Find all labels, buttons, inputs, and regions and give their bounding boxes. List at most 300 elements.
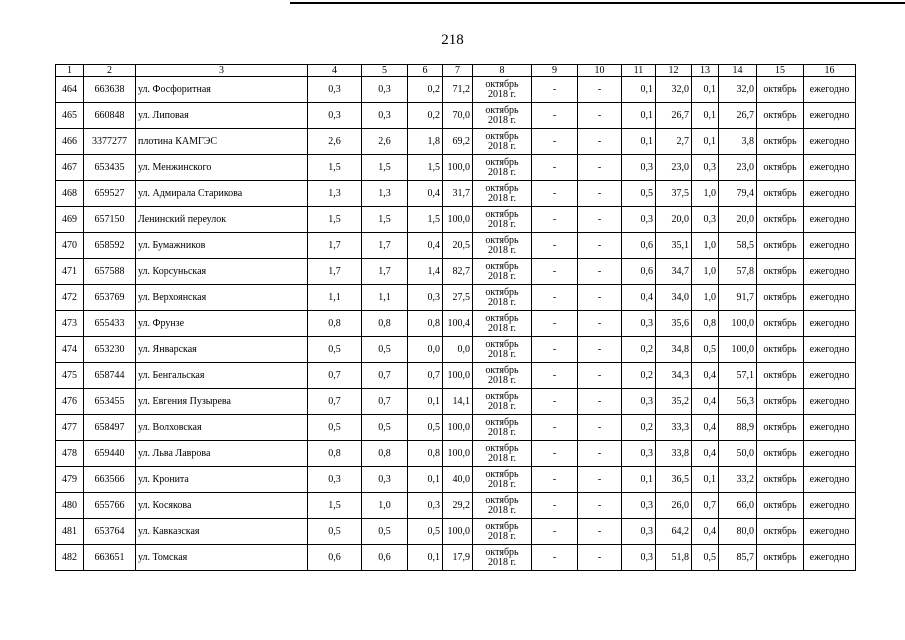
frequency-cell: ежегодно [804,363,856,389]
frequency-cell: ежегодно [804,545,856,571]
value-cell: - [532,285,578,311]
frequency-cell: ежегодно [804,207,856,233]
value-cell: 0,8 [692,311,719,337]
value-cell: 0,3 [622,545,656,571]
street-name: ул. Верхоянская [136,285,308,311]
value-cell: 56,3 [719,389,757,415]
value-cell: 2,6 [362,129,408,155]
value-cell: 0,7 [308,363,362,389]
month-cell: октябрь [757,389,804,415]
value-cell: - [578,285,622,311]
value-cell: - [578,155,622,181]
value-cell: 100,0 [443,363,473,389]
value-cell: 85,7 [719,545,757,571]
date-year: 2018 г. [488,530,516,542]
date-month: октябрь [485,104,519,116]
value-cell: 0,3 [408,493,443,519]
month-cell: октябрь [757,155,804,181]
month-cell: октябрь [757,493,804,519]
value-cell: 3,8 [719,129,757,155]
object-code: 660848 [84,103,136,129]
value-cell: 88,9 [719,415,757,441]
date-cell [473,545,532,571]
object-code: 653764 [84,519,136,545]
value-cell: 0,4 [408,233,443,259]
table-row [56,389,856,415]
date-year: 2018 г. [488,478,516,490]
value-cell: 1,0 [692,233,719,259]
object-code: 653435 [84,155,136,181]
street-name: ул. Корсуньская [136,259,308,285]
value-cell: 1,5 [362,207,408,233]
value-cell: - [578,389,622,415]
table-row [56,77,856,103]
value-cell: 0,5 [408,519,443,545]
value-cell: 0,0 [408,337,443,363]
value-cell: 0,8 [362,311,408,337]
value-cell: 33,3 [656,415,692,441]
date-month: октябрь [485,208,519,220]
object-code: 658497 [84,415,136,441]
month-cell: октябрь [757,259,804,285]
value-cell: 35,6 [656,311,692,337]
value-cell: 0,6 [622,233,656,259]
date-cell [473,77,532,103]
value-cell: 50,0 [719,441,757,467]
value-cell: - [578,181,622,207]
value-cell: 0,1 [408,545,443,571]
street-name: плотина КАМГЭС [136,129,308,155]
value-cell: - [578,415,622,441]
value-cell: - [578,545,622,571]
row-number: 468 [56,181,84,207]
row-number: 469 [56,207,84,233]
value-cell: 1,4 [408,259,443,285]
date-cell [473,311,532,337]
date-year: 2018 г. [488,322,516,334]
object-code: 658592 [84,233,136,259]
value-cell: 1,0 [692,181,719,207]
object-code: 653455 [84,389,136,415]
object-code: 657588 [84,259,136,285]
value-cell: - [578,207,622,233]
value-cell: 1,3 [362,181,408,207]
value-cell: 0,6 [622,259,656,285]
date-year: 2018 г. [488,166,516,178]
value-cell: 26,7 [719,103,757,129]
value-cell: - [532,233,578,259]
date-cell [473,467,532,493]
value-cell: 0,7 [692,493,719,519]
value-cell: 17,9 [443,545,473,571]
value-cell: 20,5 [443,233,473,259]
value-cell: 0,3 [362,77,408,103]
value-cell: 2,7 [656,129,692,155]
date-month: октябрь [485,338,519,350]
frequency-cell: ежегодно [804,103,856,129]
value-cell: 1,5 [308,207,362,233]
row-number: 466 [56,129,84,155]
frequency-cell: ежегодно [804,285,856,311]
row-number: 471 [56,259,84,285]
street-name: ул. Фосфоритная [136,77,308,103]
value-cell: 100,0 [443,519,473,545]
frequency-cell: ежегодно [804,233,856,259]
value-cell: - [578,493,622,519]
table-row [56,285,856,311]
date-year: 2018 г. [488,556,516,568]
frequency-cell: ежегодно [804,311,856,337]
table-row [56,129,856,155]
value-cell: 0,2 [408,103,443,129]
date-month: октябрь [485,364,519,376]
value-cell: 1,1 [308,285,362,311]
table-row [56,181,856,207]
street-name: Ленинский переулок [136,207,308,233]
value-cell: 0,8 [408,311,443,337]
value-cell: - [578,467,622,493]
date-year: 2018 г. [488,88,516,100]
column-header: 6 [408,65,443,77]
date-year: 2018 г. [488,296,516,308]
column-header: 5 [362,65,408,77]
table-row [56,493,856,519]
value-cell: 0,3 [622,155,656,181]
object-code: 653769 [84,285,136,311]
value-cell: 0,3 [308,467,362,493]
row-number: 473 [56,311,84,337]
row-number: 475 [56,363,84,389]
street-name: ул. Липовая [136,103,308,129]
value-cell: - [532,389,578,415]
value-cell: - [532,207,578,233]
date-cell [473,103,532,129]
month-cell: октябрь [757,233,804,259]
object-code: 655766 [84,493,136,519]
value-cell: 0,2 [408,77,443,103]
value-cell: 0,4 [692,441,719,467]
street-name: ул. Волховская [136,415,308,441]
table-row [56,363,856,389]
value-cell: 100,0 [443,155,473,181]
date-cell [473,519,532,545]
value-cell: - [532,311,578,337]
value-cell: 0,3 [308,103,362,129]
frequency-cell: ежегодно [804,337,856,363]
month-cell: октябрь [757,285,804,311]
frequency-cell: ежегодно [804,415,856,441]
table-row [56,337,856,363]
month-cell: октябрь [757,415,804,441]
value-cell: 32,0 [656,77,692,103]
date-year: 2018 г. [488,348,516,360]
value-cell: 0,2 [622,337,656,363]
value-cell: 1,7 [308,233,362,259]
value-cell: 20,0 [656,207,692,233]
value-cell: - [532,103,578,129]
value-cell: 0,3 [362,103,408,129]
value-cell: 1,5 [362,155,408,181]
value-cell: 0,8 [308,311,362,337]
value-cell: 33,2 [719,467,757,493]
date-month: октябрь [485,312,519,324]
value-cell: 35,2 [656,389,692,415]
value-cell: 1,7 [308,259,362,285]
value-cell: 0,3 [692,207,719,233]
row-number: 465 [56,103,84,129]
value-cell: 23,0 [656,155,692,181]
street-name: ул. Льва Лаврова [136,441,308,467]
object-code: 659527 [84,181,136,207]
street-name: ул. Адмирала Старикова [136,181,308,207]
value-cell: 0,1 [622,77,656,103]
value-cell: 1,5 [408,155,443,181]
date-month: октябрь [485,520,519,532]
value-cell: - [532,259,578,285]
date-cell [473,181,532,207]
value-cell: 1,0 [692,285,719,311]
date-cell [473,415,532,441]
date-year: 2018 г. [488,504,516,516]
value-cell: 57,1 [719,363,757,389]
column-header: 10 [578,65,622,77]
street-name: ул. Кронита [136,467,308,493]
value-cell: - [532,441,578,467]
table-row [56,155,856,181]
month-cell: октябрь [757,181,804,207]
date-month: октябрь [485,156,519,168]
table-row [56,415,856,441]
value-cell: 34,7 [656,259,692,285]
value-cell: 29,2 [443,493,473,519]
value-cell: 40,0 [443,467,473,493]
value-cell: 0,5 [362,415,408,441]
value-cell: - [578,233,622,259]
date-month: октябрь [485,546,519,558]
value-cell: 1,0 [692,259,719,285]
value-cell: - [578,77,622,103]
value-cell: 2,6 [308,129,362,155]
value-cell: - [578,363,622,389]
value-cell: 91,7 [719,285,757,311]
value-cell: 1,5 [408,207,443,233]
value-cell: - [578,311,622,337]
value-cell: 58,5 [719,233,757,259]
value-cell: 69,2 [443,129,473,155]
frequency-cell: ежегодно [804,467,856,493]
date-cell [473,441,532,467]
value-cell: 0,4 [408,181,443,207]
column-header: 1 [56,65,84,77]
object-code: 655433 [84,311,136,337]
frequency-cell: ежегодно [804,155,856,181]
street-name: ул. Косякова [136,493,308,519]
value-cell: 0,5 [362,519,408,545]
value-cell: 100,0 [443,207,473,233]
value-cell: 27,5 [443,285,473,311]
date-month: октябрь [485,468,519,480]
object-code: 653230 [84,337,136,363]
month-cell: октябрь [757,467,804,493]
value-cell: 37,5 [656,181,692,207]
date-year: 2018 г. [488,400,516,412]
value-cell: 0,5 [622,181,656,207]
street-name: ул. Бумажников [136,233,308,259]
frequency-cell: ежегодно [804,493,856,519]
table-row [56,519,856,545]
page-number: 218 [441,32,464,48]
column-header: 2 [84,65,136,77]
date-month: октябрь [485,234,519,246]
value-cell: 23,0 [719,155,757,181]
value-cell: - [578,129,622,155]
value-cell: 51,8 [656,545,692,571]
object-code: 663638 [84,77,136,103]
date-cell [473,493,532,519]
value-cell: 100,0 [443,415,473,441]
column-header: 8 [473,65,532,77]
column-header: 7 [443,65,473,77]
table-row [56,207,856,233]
value-cell: - [532,129,578,155]
month-cell: октябрь [757,129,804,155]
date-cell [473,207,532,233]
row-number: 470 [56,233,84,259]
value-cell: 57,8 [719,259,757,285]
value-cell: 0,3 [622,207,656,233]
value-cell: - [578,519,622,545]
table-row [56,467,856,493]
date-cell [473,129,532,155]
date-month: октябрь [485,78,519,90]
value-cell: 33,8 [656,441,692,467]
street-name: ул. Евгения Пузырева [136,389,308,415]
month-cell: октябрь [757,519,804,545]
table-row [56,233,856,259]
frequency-cell: ежегодно [804,519,856,545]
value-cell: 0,1 [692,77,719,103]
value-cell: 0,5 [308,337,362,363]
street-name: ул. Томская [136,545,308,571]
date-month: октябрь [485,182,519,194]
value-cell: 0,5 [692,337,719,363]
value-cell: 70,0 [443,103,473,129]
object-code: 663566 [84,467,136,493]
date-cell [473,259,532,285]
value-cell: 1,7 [362,259,408,285]
value-cell: 0,8 [362,441,408,467]
value-cell: 0,1 [692,467,719,493]
month-cell: октябрь [757,77,804,103]
table-row [56,259,856,285]
value-cell: 0,5 [308,415,362,441]
month-cell: октябрь [757,363,804,389]
value-cell: 79,4 [719,181,757,207]
value-cell: 0,1 [692,103,719,129]
value-cell: 0,4 [622,285,656,311]
value-cell: 0,7 [362,389,408,415]
value-cell: 0,2 [622,415,656,441]
frequency-cell: ежегодно [804,259,856,285]
date-cell [473,363,532,389]
value-cell: 34,3 [656,363,692,389]
row-number: 477 [56,415,84,441]
column-header: 11 [622,65,656,77]
value-cell: 0,7 [308,389,362,415]
value-cell: - [532,415,578,441]
value-cell: 35,1 [656,233,692,259]
value-cell: 82,7 [443,259,473,285]
value-cell: 0,6 [362,545,408,571]
value-cell: 100,4 [443,311,473,337]
object-code: 657150 [84,207,136,233]
value-cell: - [532,545,578,571]
row-number: 474 [56,337,84,363]
date-year: 2018 г. [488,140,516,152]
top-rule [290,2,905,4]
value-cell: 100,0 [719,337,757,363]
value-cell: 0,5 [308,519,362,545]
header-row [56,65,856,77]
value-cell: 0,6 [308,545,362,571]
value-cell: 1,1 [362,285,408,311]
value-cell: - [578,337,622,363]
value-cell: 0,3 [622,389,656,415]
value-cell: 0,7 [362,363,408,389]
value-cell: 31,7 [443,181,473,207]
value-cell: 100,0 [443,441,473,467]
row-number: 478 [56,441,84,467]
date-year: 2018 г. [488,426,516,438]
date-year: 2018 г. [488,270,516,282]
value-cell: 66,0 [719,493,757,519]
month-cell: октябрь [757,545,804,571]
value-cell: 20,0 [719,207,757,233]
value-cell: - [532,181,578,207]
value-cell: - [532,493,578,519]
value-cell: - [532,155,578,181]
value-cell: - [578,103,622,129]
value-cell: 0,3 [622,311,656,337]
date-cell [473,233,532,259]
column-header: 4 [308,65,362,77]
date-cell [473,285,532,311]
date-year: 2018 г. [488,244,516,256]
value-cell: 36,5 [656,467,692,493]
value-cell: 0,1 [622,467,656,493]
column-header: 9 [532,65,578,77]
value-cell: 64,2 [656,519,692,545]
table-row [56,311,856,337]
value-cell: 0,1 [408,389,443,415]
value-cell: 0,5 [692,545,719,571]
value-cell: 0,3 [408,285,443,311]
frequency-cell: ежегодно [804,77,856,103]
value-cell: 26,7 [656,103,692,129]
row-number: 480 [56,493,84,519]
value-cell: 0,3 [692,155,719,181]
value-cell: 80,0 [719,519,757,545]
value-cell: 0,5 [362,337,408,363]
value-cell: 0,8 [308,441,362,467]
value-cell: 100,0 [719,311,757,337]
value-cell: 32,0 [719,77,757,103]
table-row [56,441,856,467]
value-cell: 0,4 [692,363,719,389]
month-cell: октябрь [757,311,804,337]
value-cell: 26,0 [656,493,692,519]
date-cell [473,389,532,415]
